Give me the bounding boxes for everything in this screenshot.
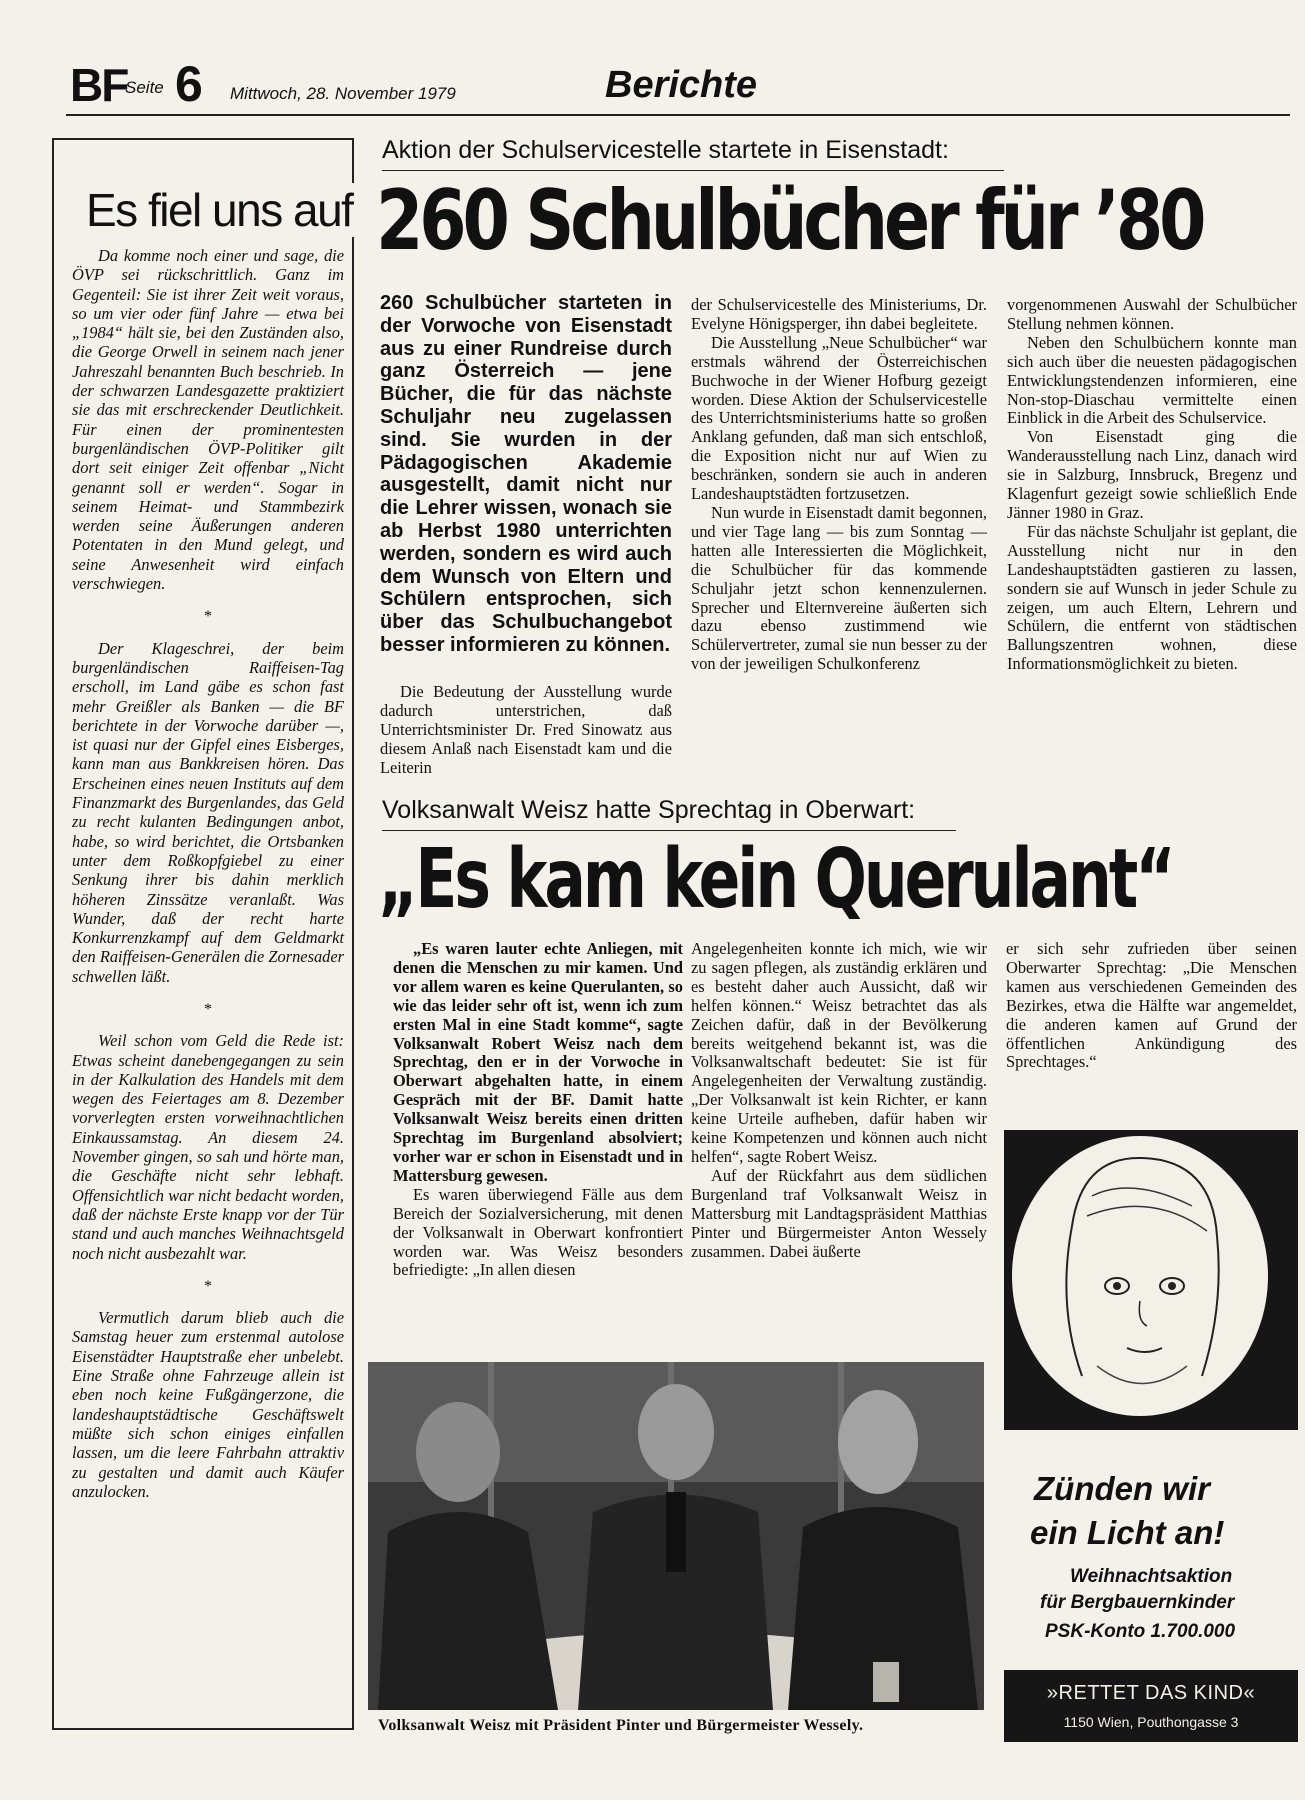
column-paragraph: Der Klageschrei, der beim burgenländischen Raiffeisen-Tag erscholl, im Land gäbe es schon fast mehr Greißler als Banken — die BF berichtete in der Vorwoche darüber —, ist quasi nur der Gipfel eines Eisberges, kann man aus Bankkreisen hören. Das Erscheinen eines neuen Instituts auf dem Finanzmarkt des Burgenlandes, das Geld zu recht kulanten Bedingungen anbot, habe, so wird berichtet, die Ortsbanken unter dem Roßkopfgiebel zu einer Senkung ihrer bis dahin merklich höheren Zinssätze veranlaßt. Was Wunder, daß der recht harte Konkurrenzkampf auf dem Geldmarkt den Raiffeisen-Generälen die Zornesader schwellen läßt. [72,638,344,986]
photo-illustration [368,1362,984,1710]
article1-kicker: Aktion der Schulservicestelle startete in Eisenstadt: [382,136,949,164]
article1-column-1 [380,683,672,778]
header-rule [66,114,1290,116]
star-separator: * [204,608,212,626]
article1-column-3 [1007,296,1297,674]
ad-headline-2: ein Licht an! [1030,1514,1225,1551]
article1-column-2 [691,296,987,674]
ad-organization: »RETTET DAS KIND« [1046,1682,1256,1704]
photo-caption: Volksanwalt Weisz mit Präsident Pinter und Bürgermeister Wessely. [378,1717,864,1734]
article2-paragraph: Es waren überwiegend Fälle aus dem Bereich der Sozialversicherung, mit denen der Volksanwalt in Oberwart konfrontiert worden war. Was Weisz besonders befriedigte: „In allen diesen [393,1184,683,1280]
article1-paragraph: Nun wurde in Eisenstadt damit begonnen, und vier Tage lang — bis zum Sonntag — hatten alle Interessierten die Möglichkeit, die Schulbücher für das kommende Schuljahr jetzt schon kennenzulernen. Sprecher und Elternvereine äußerten sich dazu ebenso zustimmend wie Schülervertreter, zumal sie nun besser zu der von der jeweiligen Schulkonferenz [691,502,987,674]
article2-kicker: Volksanwalt Weisz hatte Sprechtag in Oberwart: [382,796,916,824]
star-separator: * [204,1277,212,1295]
article2-column-3 [1006,940,1297,1072]
column-text [72,246,344,1515]
ad-illustration [1012,1136,1268,1416]
charity-ad [1004,1130,1298,1742]
ad-subline-2: für Bergbauernkinder [1040,1592,1235,1613]
ad-subline-1: Weihnachtsaktion [1070,1566,1233,1587]
article1-headline: 260 Schulbücher für ’80 [376,172,1203,269]
article2-column-1 [393,940,683,1280]
article1-paragraph: Die Ausstellung „Neue Schulbücher“ war erstmals während der Österreichischen Buchwoche in der Wiener Hofburg gezeigt worden. Diese Aktion der Schulservicestelle des Unterrichtsministeriums hatte so großen Anklang gefunden, daß man sich entschloß, die Exposition nicht nur auf Wien zu beschränken, sondern sie auch in anderen Landeshauptstädten fortzusetzen. [691,332,987,504]
article2-paragraph: Angelegenheiten konnte ich mich, wie wir zu sagen pflegen, als zuständig erklären und es besteht daher auch Aussicht, daß wir helfen können.“ Weisz betrachtet das als Zeichen dafür, daß in der Bevölkerung bereits weitgehend bekannt ist, was die Volksanwaltschaft bedeutet: Sie ist für Angelegenheiten der Verwaltung zuständig. „Der Volksanwalt ist kein Richter, er kann keine Urteile aufheben, dafür haben wir keine Kompetenzen und können auch nicht helfen“, sagte Robert Weisz. [691,939,987,1166]
column-paragraph: Vermutlich darum blieb auch die Samstag heuer zum erstenmal autolose Eisenstädter Hauptstraße eher unbelebt. Eine Straße ohne Fahrzeuge allein ist eben noch keine Fußgängerzone, die landeshauptstädtische Geschäftswelt müßte sich schon einiges einfallen lassen, um die leere Fahrbahn attraktiv zu gestalten und damit auch Käufer anzulocken. [72,1308,344,1501]
column-paragraph: Weil schon vom Geld die Rede ist: Etwas scheint danebengegangen zu sein in der Kalkulation des Handels mit dem wegen des Feiertages am 8. Dezember vorverlegten ersten vorweihnachtlichen Einkaussamstag. An diesem 24. November gingen, so sah und hörte man, die Geschäfte nicht sehr lebhaft. Offensichtlich war nicht bedacht worden, daß der nächste Erste knapp vor der Tür stand und auch manches Weihnachtsgeld noch nicht ausbezahlt war. [72,1031,344,1263]
article2-paragraph: er sich sehr zufrieden über seinen Oberwarter Sprechtag: „Die Menschen kamen aus verschiedenen Gemeinden des Bezirkes, etwa die Hälfte war angemeldet, die anderen kamen auf Grund der öffentlichen Ankündigung des Sprechtages.“ [1006,939,1297,1072]
article2-lead: „Es waren lauter echte Anliegen, mit denen die Menschen zu mir kamen. Und vor allem waren es keine Querulanten, so wie das leider sehr oft ist, wenn ich zum ersten Mal in eine Stadt komme“, sagte Volksanwalt Robert Weisz nach dem Sprechtag, den er in der Vorwoche in Oberwart abgehalten hatte, in einem Gespräch mit der BF. Damit hatte Volksanwalt Weisz bereits einen dritten Sprechtag im Burgenland absolviert; vorher war er schon in Eisenstadt und in Mattersburg gewesen. [393,939,683,1185]
column-paragraph: Da komme noch einer und sage, die ÖVP sei rückschrittlich. Ganz im Gegenteil: Sie ist ihrer Zeit weit voraus, so um vier oder fünf Jahre — etwa bei „1984“ hält sie, bei den Zuständen also, die George Orwell in seinem nach jener Jahreszahl benannten Buch beschrieb. In der schwarzen Landesgazette praktiziert sie das mit erschreckender Deutlichkeit. Für einen der prominentesten burgenländischen ÖVP-Politiker gilt dort seit einiger Zeit offenbar „Nicht genannt soll er werden“. Sogar in seinem Heimat- und Stammbezirk werden seine Äußerungen anderen Potentaten in den Mund gelegt, und seine Anwesenheit wird einfach verschwiegen. [72,246,344,594]
article2-column-2 [691,940,987,1261]
ad-headline-1: Zünden wir [1034,1470,1210,1507]
article1-paragraph: Die Bedeutung der Ausstellung wurde dadurch unterstrichen, daß Unterrichtsminister Dr. Fred Sinowatz aus diesem Anlaß nach Eisenstadt kam und die Leiterin [380,682,672,777]
article1-kicker-rule [382,170,1004,171]
paper-logo: BF [70,59,128,111]
issue-date: Mittwoch, 28. November 1979 [230,84,456,103]
ad-footer [1004,1670,1298,1742]
section-title: Berichte [605,64,758,106]
star-separator: * [204,1000,212,1018]
ad-image-frame [1004,1130,1298,1430]
article2-paragraph: Auf der Rückfahrt aus dem südlichen Burgenland traf Volksanwalt Weisz in Mattersburg mit Landtagspräsident Matthias Pinter und Bürgermeister Anton Wessely zusammen. Dabei äußerte [691,1165,987,1261]
page-label: Seite [125,78,164,97]
child-sketch-icon [1012,1136,1268,1416]
news-photo [368,1362,984,1710]
column-title: Es fiel uns auf [80,183,358,237]
article1-paragraph: Von Eisenstadt ging die Wanderausstellung nach Linz, danach wird sie in Salzburg, Innsbruck, Bregenz und Klagenfurt gezeigt sowie schließlich Ende Jänner 1980 in Graz. [1007,427,1297,522]
article1-lead: 260 Schulbücher starteten in der Vorwoche von Eisenstadt aus zu einer Rundreise durch ganz Österreich — jene Bücher, die für das nächste Schuljahr neu zugelassen sind. Sie wurden in der Pädagogischen Akademie ausgestellt, damit nicht nur die Lehrer wissen, wonach sie ab Herbst 1980 unterrichten werden, sondern es wird auch dem Wunsch von Eltern und Schülern entsprochen, sich über das Schulbuchangebot besser informieren zu können. [380,292,672,656]
article1-paragraph: vorgenommenen Auswahl der Schulbücher Stellung nehmen können. [1007,295,1297,333]
ad-account: PSK-Konto 1.700.000 [1045,1621,1236,1642]
article1-paragraph: Für das nächste Schuljahr ist geplant, die Ausstellung nicht nur in den Landeshauptstädten gastieren zu lassen, sondern sie auf Wunsch in jeder Schule zu zeigen, um auch Eltern, Lehrern und Schülern, die entfernt von städtischen Ballungszentren wohnen, diese Informationsmöglichkeit zu bieten. [1007,521,1297,674]
article2-kicker-rule [382,830,956,831]
article2-headline: „Es kam kein Querulant“ [378,832,1173,927]
ad-address: 1150 Wien, Pouthongasse 3 [1063,1714,1239,1730]
page-number: 6 [175,56,203,112]
article1-paragraph: Neben den Schulbüchern konnte man sich auch über die neuesten pädagogischen Entwicklungstendenzen informieren, eine Non-stop-Diaschau vermittelte einen Einblick in die Arbeit des Schulservice. [1007,332,1297,428]
article1-paragraph: der Schulservicestelle des Ministeriums, Dr. Evelyne Hönigsperger, ihn dabei begleitete. [691,295,987,333]
